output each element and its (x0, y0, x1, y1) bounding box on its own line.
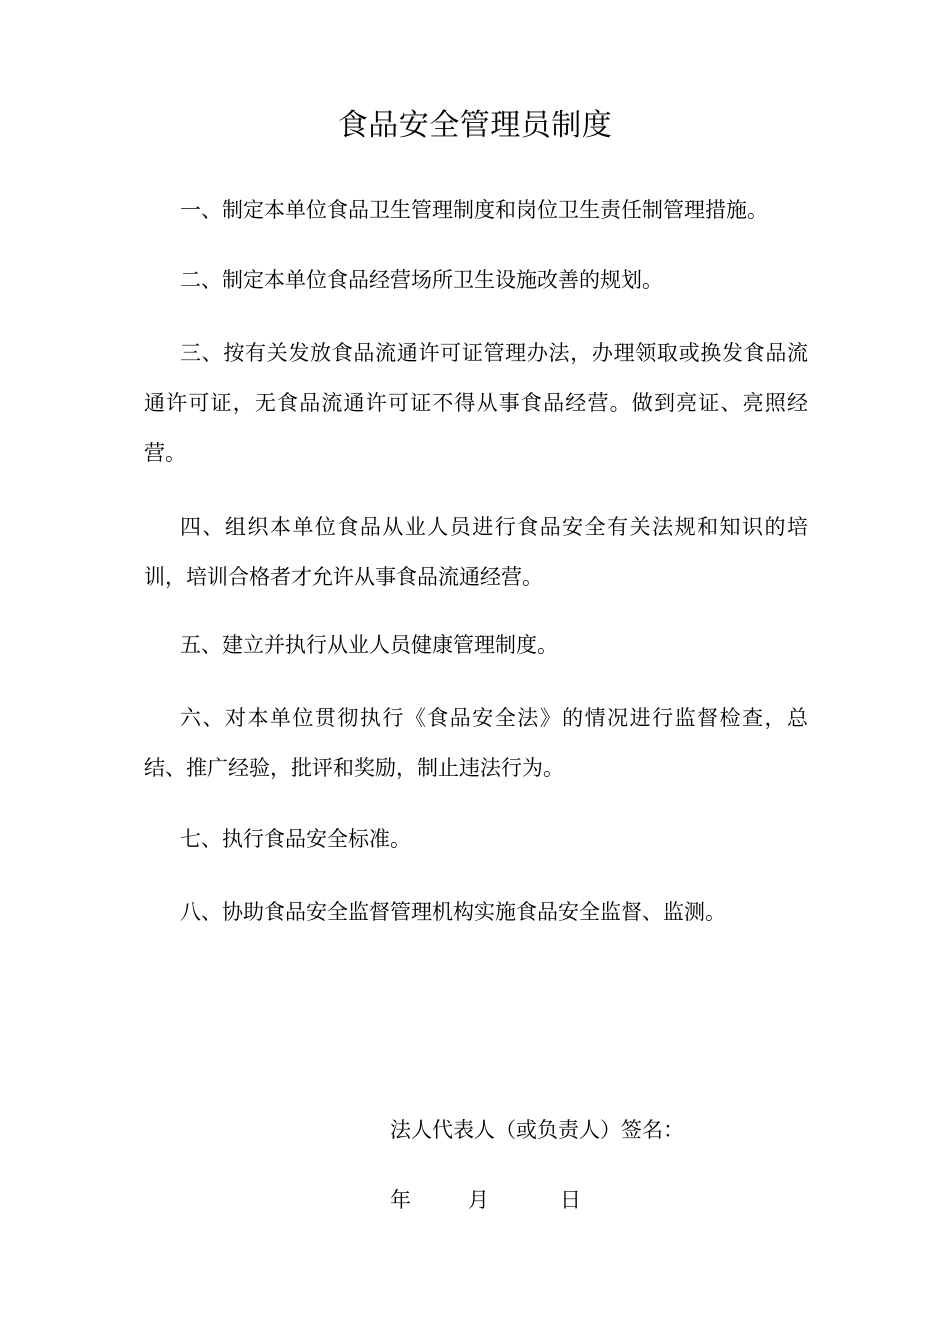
clause-7: 七、执行食品安全标准。 (180, 827, 411, 851)
document-title: 食品安全管理员制度 (337, 108, 613, 143)
clause-4: 四、组织本单位食品从业人员进行食品安全有关法规和知识的培训，培训合格者才允许从事食品流通经营。 (144, 515, 808, 589)
date-month-label: 月 (468, 1188, 489, 1212)
signature-date (390, 1180, 581, 1220)
clause-6: 六、对本单位贯彻执行《食品安全法》的情况进行监督检查，总结、推广经验，批评和奖励，制止违法行为。 (144, 706, 808, 780)
date-day-label: 日 (560, 1188, 581, 1212)
clause-1: 一、制定本单位食品卫生管理制度和岗位卫生责任制管理措施。 (180, 198, 768, 222)
clause-2: 二、制定本单位食品经营场所卫生设施改善的规划。 (180, 268, 663, 292)
clause-5: 五、建立并执行从业人员健康管理制度。 (180, 633, 558, 657)
clause-8: 八、协助食品安全监督管理机构实施食品安全监督、监测。 (180, 900, 726, 924)
signature-label: 法人代表人（或负责人）签名： (390, 1118, 684, 1142)
date-year-label: 年 (390, 1188, 411, 1212)
clause-3: 三、按有关发放食品流通许可证管理办法，办理领取或换发食品流通许可证，无食品流通许可证不得从事食品经营。做到亮证、亮照经营。 (144, 341, 808, 465)
